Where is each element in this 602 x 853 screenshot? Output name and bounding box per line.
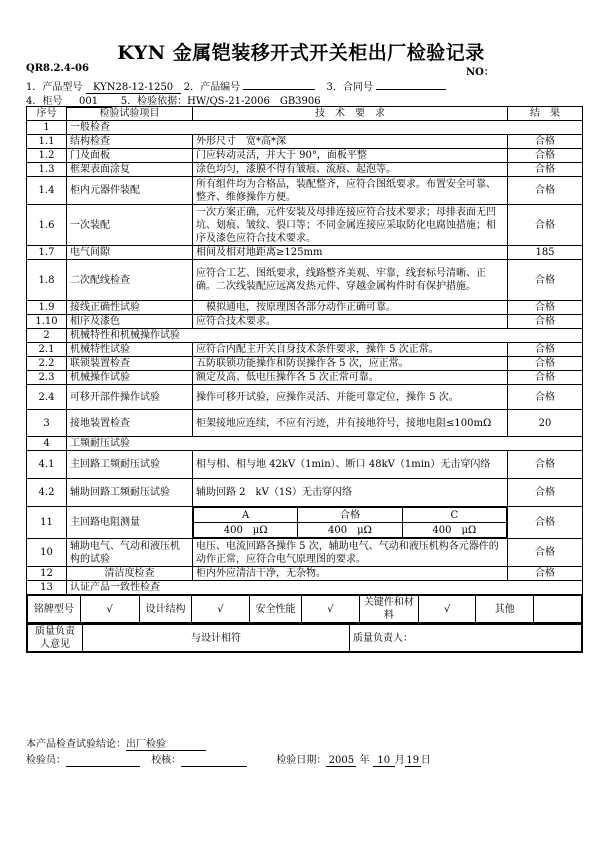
row-number: 1	[27, 121, 67, 135]
day-unit: 日	[420, 755, 431, 766]
row-number: 1.3	[27, 163, 67, 177]
row-item: 联锁装置检查	[67, 357, 193, 371]
row-requirement: 模拟通电，按原理图各部分动作正确可靠。	[193, 301, 508, 315]
table-row	[27, 315, 583, 329]
no-label: NO：	[466, 67, 494, 78]
table-row	[27, 581, 583, 595]
conclusion-value: 出厂检验	[126, 735, 206, 751]
quality-signer: 质量负责人：	[350, 625, 582, 652]
table-row	[27, 343, 583, 357]
row-number: 2.4	[27, 385, 67, 410]
row-result: 20	[508, 410, 583, 437]
quality-label: 质量负责人意见	[28, 625, 83, 652]
inspector-label: 检验员：	[26, 755, 66, 766]
row-number: 1.7	[27, 246, 67, 260]
consistency-mark: √	[302, 596, 359, 623]
cabinet-label: 4．柜号	[26, 96, 63, 107]
row-result: 合格	[508, 451, 583, 479]
section-title: 一般检查	[67, 121, 583, 135]
table-row	[27, 437, 583, 451]
row-number: 10	[27, 539, 67, 567]
row-item: 主回路电阻测量	[67, 507, 193, 539]
product-model-label: 1．产品型号	[26, 82, 83, 93]
date-year: 2005	[326, 755, 356, 767]
table-row	[27, 246, 583, 260]
table-row	[27, 260, 583, 301]
row-requirement: 门应转动灵活，并大于 90°，面板平整	[193, 149, 508, 163]
table-row	[27, 451, 583, 479]
row-result: 合格	[508, 539, 583, 567]
cabinet-value: 001	[66, 96, 112, 108]
row-result: 合格	[508, 149, 583, 163]
resistance-cell	[193, 507, 508, 539]
phase-value: 400 μΩ	[194, 523, 298, 538]
table-row	[27, 539, 583, 567]
consistency-mark: √	[80, 596, 139, 623]
row-requirement: 操作可移开试验，应操作灵活、并能可靠定位，操作 5 次。	[193, 385, 508, 410]
section-title: 认证产品一致性检查	[67, 581, 583, 595]
row-result: 合格	[508, 177, 583, 205]
checker-label: 校核：	[151, 755, 182, 766]
consistency-mark: √	[419, 596, 476, 623]
row-number: 4.1	[27, 451, 67, 479]
consistency-cell	[27, 595, 583, 624]
row-item: 机械特性试验	[67, 343, 193, 357]
table-row	[27, 567, 583, 581]
consistency-label: 铭牌型号	[28, 596, 81, 623]
row-number: 1.4	[27, 177, 67, 205]
phase-name: A	[194, 508, 298, 523]
header-result: 结 果	[508, 107, 583, 121]
table-row-resistance	[27, 507, 583, 539]
row-item: 辅助回路工频耐压试验	[67, 479, 193, 507]
table-row	[27, 301, 583, 315]
quality-row	[27, 624, 583, 653]
row-result: 合格	[508, 301, 583, 315]
phase-name: C	[402, 508, 506, 523]
table-row	[27, 163, 583, 177]
row-requirement: 应符合内配主开关自身技术条件要求，操作 5 次正常。	[193, 343, 508, 357]
month-unit: 月	[394, 755, 405, 766]
row-number: 2.1	[27, 343, 67, 357]
row-number: 1.9	[27, 301, 67, 315]
row-number: 1.10	[27, 315, 67, 329]
table-header-row	[27, 107, 583, 121]
conclusion-label: 本产品检查试验结论：	[26, 739, 126, 750]
row-result: 合格	[508, 135, 583, 149]
row-number: 13	[27, 581, 67, 595]
phase-value: 400 μΩ	[298, 523, 402, 538]
row-requirement: 相与相、相与地 42kV（1min）、断口 48kV（1min）无击穿闪络	[193, 451, 508, 479]
row-result: 合格	[508, 315, 583, 329]
table-row	[27, 177, 583, 205]
inspection-table	[26, 106, 583, 653]
doc-code-line	[26, 63, 582, 78]
contract-value	[376, 89, 446, 90]
quality-opinion: 与设计相符	[83, 625, 350, 652]
consistency-label: 其他	[476, 596, 534, 623]
table-row	[27, 410, 583, 437]
row-requirement: 应符合工艺、图纸要求，线路整齐美观、牢靠，线套标号清晰、正确。二次线装配应远离发热元件、穿越金属构件时有保护措施。	[193, 260, 508, 301]
inspection-basis: 5．检验依据：HW/QS-21-2006 GB3906	[120, 96, 321, 107]
row-item: 电气间隙	[67, 246, 193, 260]
row-result: 185	[508, 246, 583, 260]
product-number-value	[243, 89, 315, 90]
row-requirement: 额定及高、低电压操作各 5 次正常可靠。	[193, 371, 508, 385]
year-unit: 年	[359, 755, 370, 766]
row-result: 合格	[508, 385, 583, 410]
row-number: 4	[27, 437, 67, 451]
row-requirement: 柜架接地应连续，不应有污迹，并有接地符号，接地电阻≤100mΩ	[193, 410, 508, 437]
product-model-value: KYN28-12-1250	[86, 82, 181, 94]
row-item: 可移开部件操作试验	[67, 385, 193, 410]
document-title: KYN 金属铠装移开式开关柜出厂检验记录	[117, 42, 485, 64]
row-item: 柜内元器件装配	[67, 177, 193, 205]
table-row	[27, 135, 583, 149]
row-item: 辅助电气、气动和液压机构的试验	[67, 539, 193, 567]
doc-code: QR8.2.4-06	[26, 63, 89, 74]
row-number: 1.2	[27, 149, 67, 163]
consistency-mark: √	[192, 596, 249, 623]
row-requirement: 外形尺寸 宽*高*深	[193, 135, 508, 149]
product-number-label: 2．产品编号	[183, 82, 241, 93]
row-requirement: 相间及相对地距离≥125mm	[193, 246, 508, 260]
row-number: 11	[27, 507, 67, 539]
row-number: 2.3	[27, 371, 67, 385]
row-requirement: 五防联锁功能操作和防误操作各 5 次，应正常。	[193, 357, 508, 371]
table-row	[27, 371, 583, 385]
row-number: 3	[27, 410, 67, 437]
table-row	[27, 121, 583, 135]
row-result: 合格	[508, 567, 583, 581]
header-no: 序号	[27, 107, 67, 121]
phase-value: 400 μΩ	[402, 523, 506, 538]
section-title: 工频耐压试验	[67, 437, 583, 451]
row-item: 主回路工频耐压试验	[67, 451, 193, 479]
row-result: 合格	[508, 260, 583, 301]
row-item: 二次配线检查	[67, 260, 193, 301]
row-item: 接线正确性试验	[67, 301, 193, 315]
header-req: 技 术 要 求	[193, 107, 508, 121]
row-number: 4.2	[27, 479, 67, 507]
quality-cell	[27, 624, 583, 653]
row-item: 清洁度检查	[67, 567, 193, 581]
row-result: 合格	[508, 357, 583, 371]
row-number: 1.8	[27, 260, 67, 301]
row-item: 门及面板	[67, 149, 193, 163]
consistency-label: 关键件和材料	[359, 596, 419, 623]
row-number: 1.6	[27, 205, 67, 246]
row-number: 12	[27, 567, 67, 581]
consistency-mark	[534, 596, 582, 623]
row-item: 框架表面涂复	[67, 163, 193, 177]
row-number: 2.2	[27, 357, 67, 371]
date-label: 检验日期：	[276, 755, 327, 766]
row-result: 合格	[508, 163, 583, 177]
row-requirement: 一次方案正确，元件安装及母排连接应符合技术要求；母排表面无凹坑、划痕、皱纹、裂口等；不同金属连接应采取防化电腐蚀措施；相序及漆色应符合技术要求。	[193, 205, 508, 246]
consistency-label: 设计结构	[139, 596, 192, 623]
table-row	[27, 149, 583, 163]
row-item: 相序及漆色	[67, 315, 193, 329]
row-requirement: 电压、电流回路各操作 5 次，辅助电气、气动和液压机构各元器件的动作正常，应符合电气原理图的要求。	[193, 539, 508, 567]
table-row	[27, 385, 583, 410]
row-result: 合格	[508, 343, 583, 357]
row-requirement: 应符合技术要求。	[193, 315, 508, 329]
row-result: 合格	[508, 507, 583, 539]
conclusion-line	[26, 735, 206, 751]
section-title: 机械特性和机械操作试验	[67, 329, 583, 343]
row-requirement: 所有组件均为合格品，装配整齐，应符合图纸要求。布置安全可靠、整齐、维修操作方便。	[193, 177, 508, 205]
row-number: 1.1	[27, 135, 67, 149]
date-month: 10	[373, 755, 395, 767]
table-row	[27, 205, 583, 246]
row-item: 结构检查	[67, 135, 193, 149]
row-item: 机械操作试验	[67, 371, 193, 385]
table-row	[27, 357, 583, 371]
row-number: 2	[27, 329, 67, 343]
row-requirement: 辅助回路 2 kV（1S）无击穿闪络	[193, 479, 508, 507]
row-requirement: 涂色均匀，漆膜不得有皱痕、流痕、起泡等。	[193, 163, 508, 177]
table-row	[27, 479, 583, 507]
signature-line	[26, 751, 431, 767]
header-item: 检验试验项目	[67, 107, 193, 121]
row-result: 合格	[508, 371, 583, 385]
table-row	[27, 329, 583, 343]
contract-label: 3．合同号	[326, 82, 373, 93]
row-item: 接地装置检查	[67, 410, 193, 437]
row-result: 合格	[508, 205, 583, 246]
row-result: 合格	[508, 479, 583, 507]
consistency-row	[27, 595, 583, 624]
row-requirement: 柜内外应清洁干净，无杂物。	[193, 567, 508, 581]
consistency-label: 安全性能	[249, 596, 302, 623]
row-item: 一次装配	[67, 205, 193, 246]
phase-name: 合格	[298, 508, 402, 523]
date-day: 19	[406, 755, 420, 766]
